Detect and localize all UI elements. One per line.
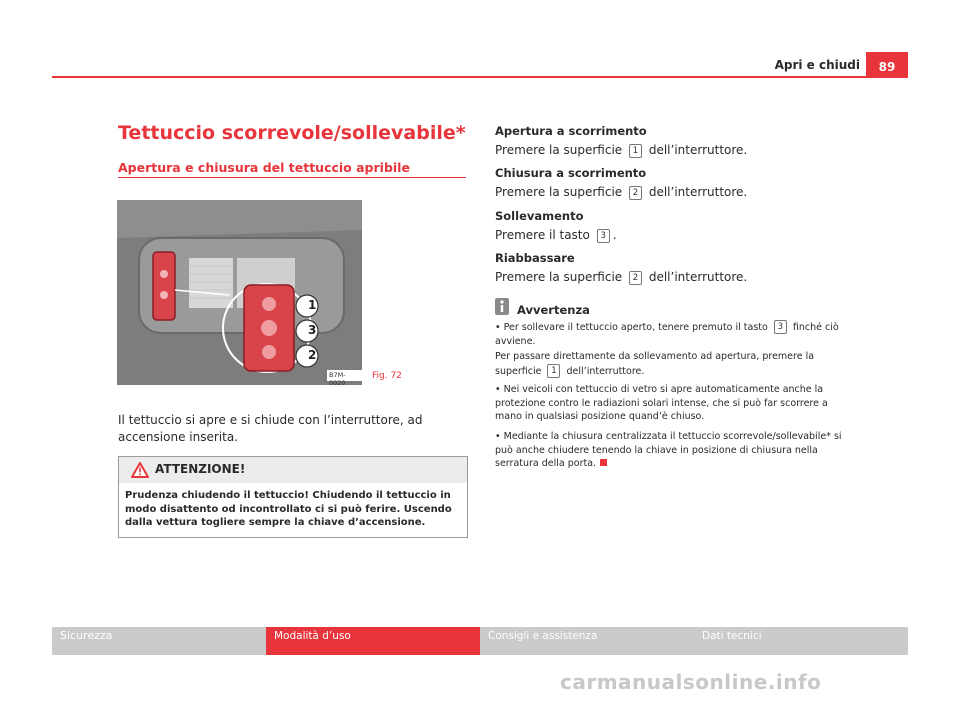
subtitle-rule	[118, 177, 466, 178]
text-lowering	[495, 270, 747, 285]
badge-2: 2	[629, 186, 642, 200]
callout-1: 1	[308, 298, 317, 312]
tab-sicurezza[interactable]: Sicurezza	[52, 627, 266, 655]
text-lifting	[495, 228, 617, 243]
note-p2-before: superficie	[495, 365, 542, 377]
note-p4-text: • Mediante la chiusura centralizzata il tettuccio scorrevole/sollevabile* si può anche chiudere tenendo la chiave in posizione di chiusura nella serratura della porta.	[495, 431, 842, 469]
note-p1-after: finché ciò	[792, 322, 839, 333]
warning-title: ATTENZIONE!	[155, 462, 246, 476]
header-title: Apri e chiudi	[774, 58, 860, 72]
end-mark	[600, 459, 607, 466]
text-lifting-before: Premere il tasto	[495, 228, 590, 242]
badge-3: 3	[597, 229, 610, 243]
page-number: 89	[866, 52, 908, 78]
badge-1: 1	[629, 144, 642, 158]
tab-consigli-assistenza[interactable]: Consigli e assistenza	[480, 627, 694, 655]
tab-dati-tecnici[interactable]: Dati tecnici	[694, 627, 908, 655]
note-p2-after: dell’interruttore.	[566, 365, 645, 377]
callout-3: 3	[308, 323, 317, 337]
note-p2-line1: Per passare direttamente da sollevamento ad apertura, premere la	[495, 351, 815, 362]
note-p1-before: • Per sollevare il tettuccio aperto, tenere premuto il tasto	[495, 322, 768, 333]
badge-2: 2	[629, 271, 642, 285]
callout-2: 2	[308, 348, 317, 362]
text-opening-after: dell’interruttore.	[648, 143, 748, 157]
badge-1: 1	[547, 364, 560, 378]
heading-lifting: Sollevamento	[495, 209, 584, 223]
watermark: carmanualsonline.info	[560, 670, 822, 694]
heading-closing: Chiusura a scorrimento	[495, 166, 647, 180]
text-closing-after: dell’interruttore.	[648, 185, 748, 199]
note-paragraph-2	[495, 350, 855, 378]
warning-triangle-icon	[131, 462, 149, 478]
warning-text: Prudenza chiudendo il tettuccio! Chiudendo il tettuccio in modo disattento od incontrollato ci si può ferire. Uscendo dalla vettura togliere sempre la chiave d’accensione.	[125, 490, 452, 528]
figure-code: B7M-0020	[329, 371, 346, 385]
heading-opening: Apertura a scorrimento	[495, 124, 647, 138]
text-lowering-before: Premere la superficie	[495, 270, 623, 284]
intro-paragraph: Il tettuccio si apre e si chiude con l’interruttore, ad accensione inserita.	[118, 413, 423, 444]
text-opening-before: Premere la superficie	[495, 143, 623, 157]
note-paragraph-1	[495, 320, 855, 348]
header-rule	[52, 76, 908, 78]
section-subtitle: Apertura e chiusura del tettuccio apribile	[118, 160, 410, 175]
text-opening	[495, 143, 747, 158]
text-closing	[495, 185, 747, 200]
text-lifting-after: .	[612, 228, 617, 242]
roof-switch-figure	[117, 200, 362, 385]
tab-modalita-uso[interactable]: Modalità d’uso	[266, 627, 480, 655]
note-p1-line2: avviene.	[495, 335, 536, 347]
note-paragraph-3: • Nei veicoli con tettuccio di vetro si apre automaticamente anche la protezione contro le radiazioni solari intense, che si può far scorrere a mano in qualsiasi posizione quand’è chiuso.	[495, 384, 828, 422]
figure-caption: Fig. 72	[372, 371, 402, 381]
warning-box	[118, 456, 468, 538]
roof-switch-illustration	[117, 200, 362, 385]
text-lowering-after: dell’interruttore.	[648, 270, 748, 284]
heading-lowering: Riabbassare	[495, 251, 575, 265]
badge-3: 3	[774, 320, 787, 334]
text-closing-before: Premere la superficie	[495, 185, 623, 199]
note-paragraph-4	[495, 430, 855, 471]
note-icon	[495, 298, 509, 315]
section-title: Tettuccio scorrevole/sollevabile*	[118, 122, 466, 144]
note-title: Avvertenza	[517, 303, 590, 317]
